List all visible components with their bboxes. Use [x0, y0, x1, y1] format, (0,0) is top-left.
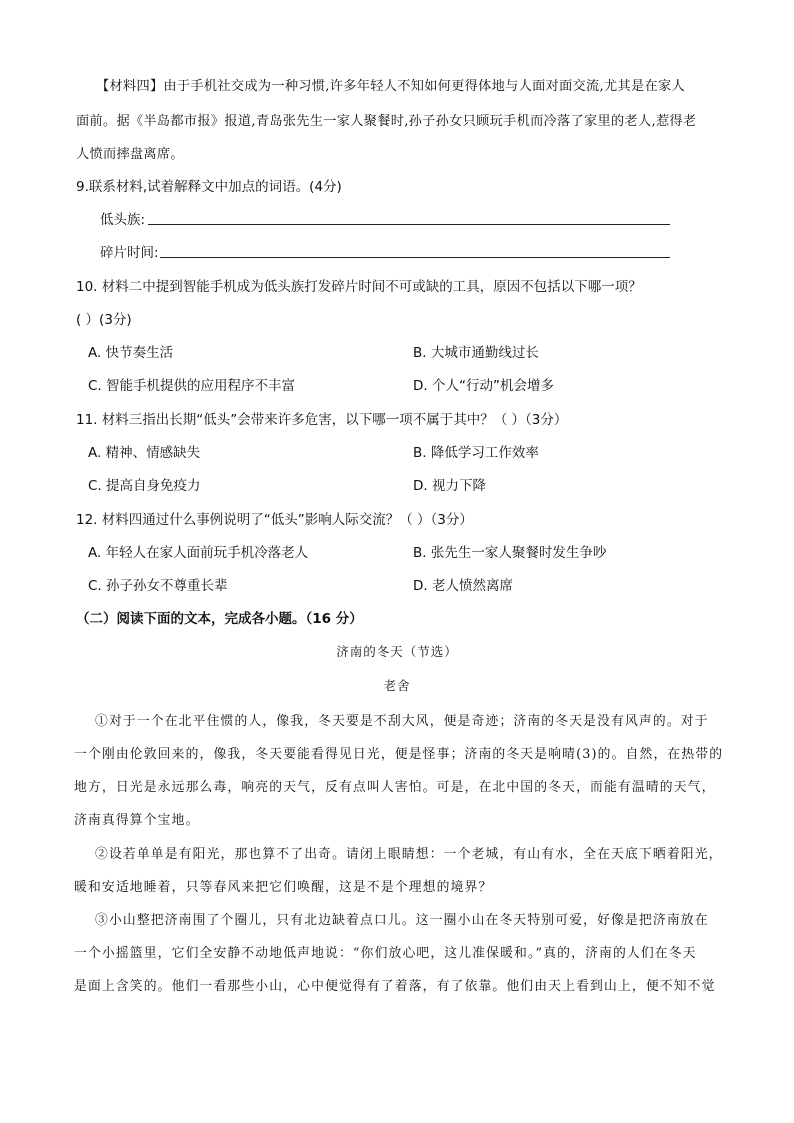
q12-option-b[interactable]: B. 张先生一家人聚餐时发生争吵: [413, 545, 607, 561]
q11-option-d[interactable]: D. 视力下降: [413, 478, 486, 494]
material4-line1: 【材料四】由于手机社交成为一种习惯,许多年轻人不知如何更得体地与人面对面交流,尤其是在家人: [96, 79, 685, 94]
q10-option-c[interactable]: C. 智能手机提供的应用程序不丰富: [88, 378, 296, 394]
passage-title: 济南的冬天（节选）: [336, 644, 458, 659]
q9-term-label-1: 低头族:: [100, 212, 146, 228]
passage-p3-line3: 是面上含笑的。他们一看那些小山，心中便觉得有了着落，有了依靠。他们由天上看到山上，便不知不觉: [74, 979, 716, 994]
q11-option-a[interactable]: A. 精神、情感缺失: [88, 445, 201, 461]
q12-option-c[interactable]: C. 孙子孙女不尊重长辈: [88, 578, 228, 594]
question-12-stem: 12. 材料四通过什么事例说明了“低头”影响人际交流？（ ）（3分）: [76, 512, 473, 528]
passage-p2-line1: ②设若单单是有阳光，那也算不了出奇。请闭上眼睛想：一个老城，有山有水，全在天底下晒着阳光，: [95, 847, 723, 862]
material4-line2: 面前。据《半岛都市报》报道,青岛张先生一家人聚餐时,孙子孙女只顾玩手机而冷落了家里的老人,惹得老: [76, 114, 697, 129]
question-9-stem: 9.联系材料,试着解释文中加点的词语。(4分): [76, 179, 342, 195]
passage-p1-line4: 济南真得算个宝地。: [74, 813, 200, 828]
q9-answer-line-1[interactable]: [148, 224, 670, 225]
material4-line3: 人愤而摔盘离席。: [76, 147, 184, 162]
passage-p3-line2: 一个小摇篮里，它们全安静不动地低声地说：“你们放心吧，这儿准保暖和。”真的，济南的人们在冬天: [74, 946, 697, 961]
question-10-answer-paren[interactable]: ( ）(3分): [76, 312, 132, 328]
passage-p2-line2: 暖和安适地睡着，只等春风来把它们唤醒，这是不是个理想的境界？: [74, 880, 493, 895]
q12-option-a[interactable]: A. 年轻人在家人面前玩手机冷落老人: [88, 545, 309, 561]
passage-p3-line1: ③小山整把济南围了个圈儿，只有北边缺着点口儿。这一圈小山在冬天特别可爱，好像是把济南放在: [95, 913, 709, 928]
question-11-stem: 11. 材料三指出长期“低头”会带来许多危害，以下哪一项不属于其中？（ ）（3分）: [76, 412, 568, 428]
passage-author: 老舍: [383, 678, 411, 693]
passage-p1-line1: ①对于一个在北平住惯的人，像我，冬天要是不刮大风，便是奇迹；济南的冬天是没有风声的。对于: [95, 714, 709, 729]
question-10-stem: 10. 材料二中提到智能手机成为低头族打发碎片时间不可或缺的工具，原因不包括以下哪一项？: [76, 279, 642, 295]
q12-option-d[interactable]: D. 老人愤然离席: [413, 578, 513, 594]
q10-option-a[interactable]: A. 快节奏生活: [88, 345, 174, 361]
q11-option-b[interactable]: B. 降低学习工作效率: [413, 445, 539, 461]
q10-option-b[interactable]: B. 大城市通勤线过长: [413, 345, 539, 361]
passage-p1-line2: 一个刚由伦敦回来的，像我，冬天要能看得见日光，便是怪事；济南的冬天是响晴(3)的。自然，在热带的: [74, 747, 724, 762]
q9-answer-line-2[interactable]: [160, 257, 670, 258]
q11-option-c[interactable]: C. 提高自身免疫力: [88, 478, 201, 494]
section-2-heading: （二）阅读下面的文本，完成各小题。（16 分）: [76, 611, 363, 627]
passage-p1-line3: 地方，日光是永远那么毒，响亮的天气，反有点叫人害怕。可是，在北中国的冬天，而能有温晴的天气，: [74, 780, 716, 795]
q9-term-label-2: 碎片时间:: [100, 245, 159, 261]
q10-option-d[interactable]: D. 个人“行动”机会增多: [413, 378, 554, 394]
